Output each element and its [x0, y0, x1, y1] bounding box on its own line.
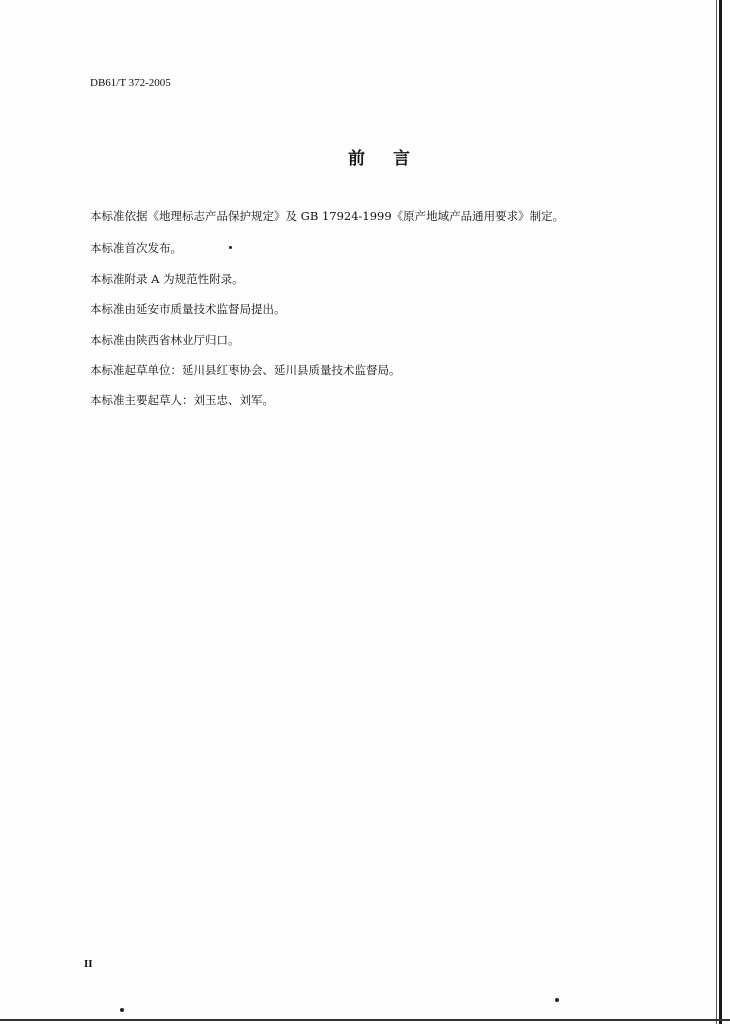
paragraph-centralized-unit: 本标准由陕西省林业厅归口。 — [90, 333, 240, 347]
scan-speck — [120, 1008, 124, 1012]
paragraph-drafters: 本标准主要起草人：刘玉忠、刘军。 — [90, 393, 274, 407]
scan-edge-bottom — [0, 1019, 730, 1021]
paragraph-drafting-units: 本标准起草单位：延川县红枣协会、延川县质量技术监督局。 — [90, 363, 401, 377]
scan-speck — [555, 998, 559, 1002]
scan-edge-right — [719, 0, 722, 1024]
page-number: II — [84, 958, 93, 970]
paragraph-basis: 本标准依据《地理标志产品保护规定》及 GB 17924-1999《原产地域产品通用要求》制定。 — [90, 209, 565, 223]
scan-edge-right-inner — [716, 0, 717, 1024]
scan-speck — [229, 246, 232, 249]
paragraph-appendix: 本标准附录 A 为规范性附录。 — [90, 272, 244, 286]
paragraph-proposer: 本标准由延安市质量技术监督局提出。 — [90, 302, 286, 316]
paragraph-first-release: 本标准首次发布。 — [90, 241, 182, 255]
section-title: 前言 — [348, 149, 438, 169]
document-code: DB61/T 372-2005 — [90, 77, 171, 89]
